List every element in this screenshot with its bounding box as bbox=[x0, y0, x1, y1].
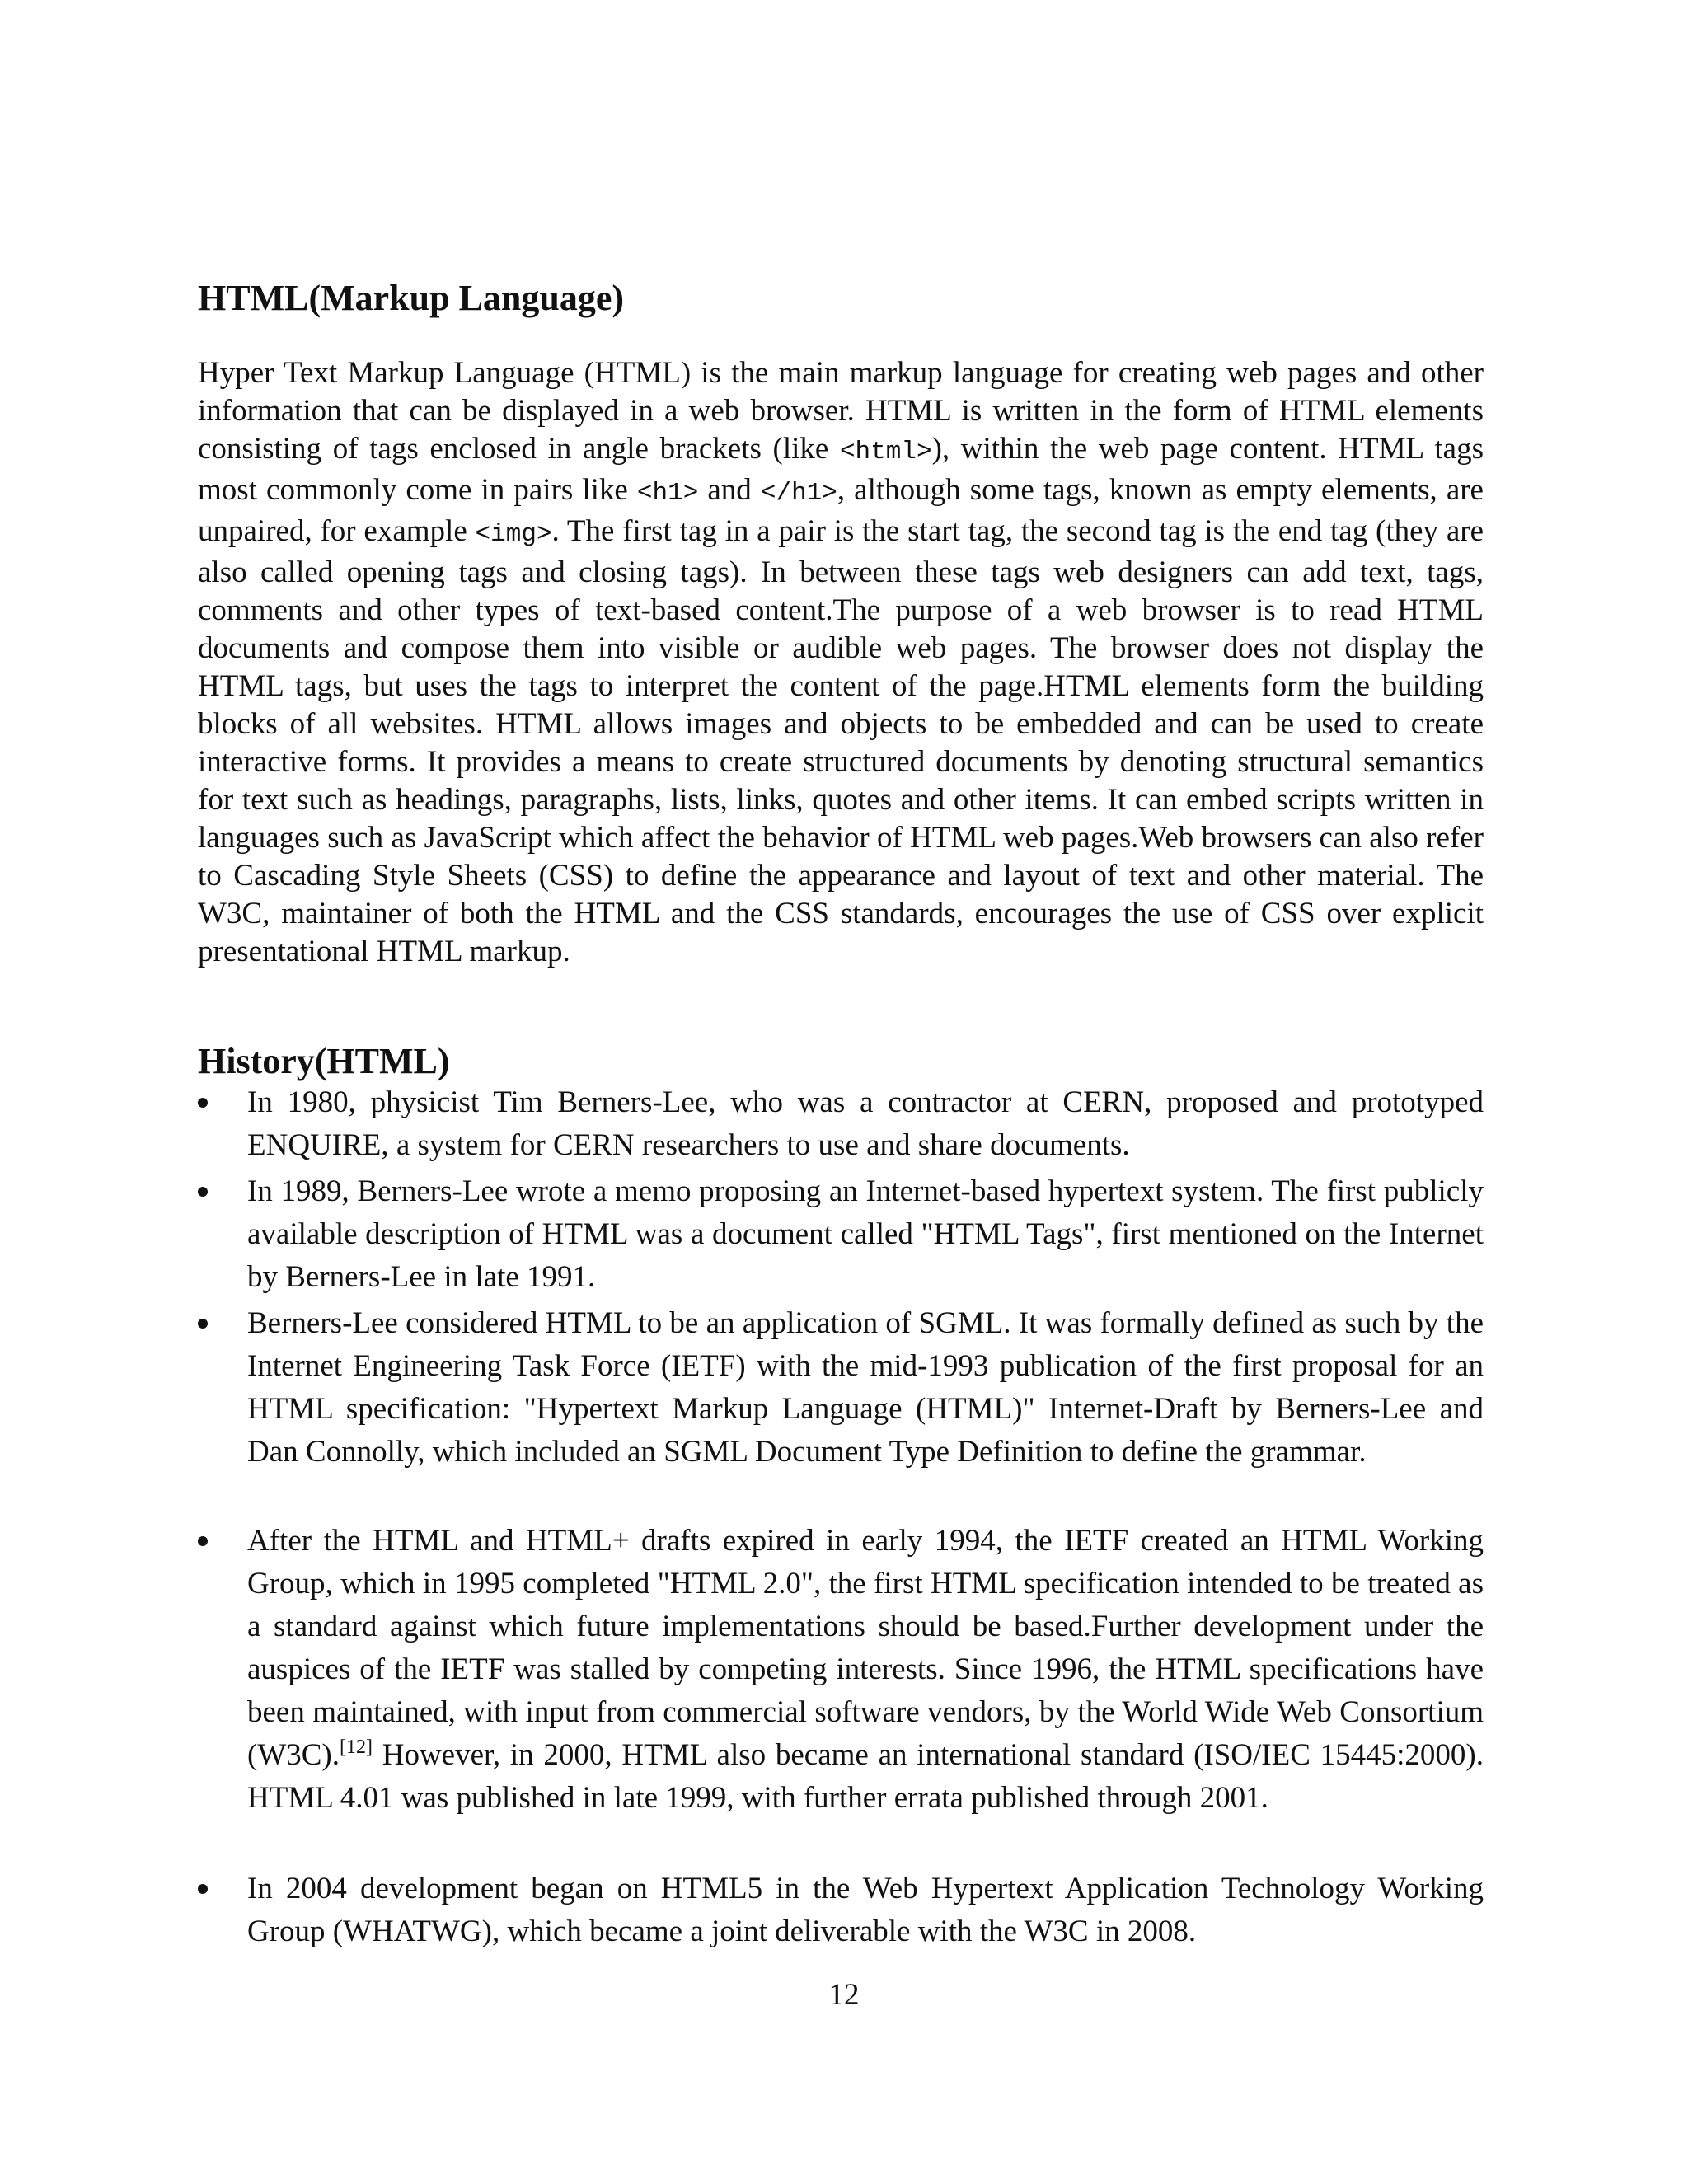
bullet-icon bbox=[195, 1081, 211, 1124]
code-html-tag: <html> bbox=[839, 438, 932, 466]
intro-text-4: , although some tags, known as empty elements, are unpaired, for example bbox=[198, 473, 1484, 548]
history-item-html2-text: After the HTML and HTML+ drafts expired in early 1994, the IETF created an HTML Working Group, which in 1995 completed "HTML 2.0", the first HTML specification intended to be treated as a standard against which future implementations should be based.Further development under the auspices of the IETF was stalled by competing interests. Since 1996, the HTML specifications have been maintained, with input from commercial software vendors, by the World Wide Web Consortium (W3C). bbox=[247, 1524, 1484, 1772]
bullet-icon bbox=[195, 1868, 211, 1910]
bullet-icon bbox=[195, 1170, 211, 1213]
bullet-icon bbox=[195, 1520, 211, 1563]
intro-text-5: . The first tag in a pair is the start tag, the second tag is the end tag (they are also called opening tags and closing tags). In between these tags web designers can add text, tags, comments and other types of text-based content.The purpose of a web browser is to read HTML documents and compose them into visible or audible web pages. The browser does not display the HTML tags, but uses the tags to interpret the content of the page.HTML elements form the building blocks of all websites. HTML allows images and objects to be embedded and can be used to create interactive forms. It provides a means to create structured documents by denoting structural semantics for text such as headings, paragraphs, lists, links, quotes and other items. It can embed scripts written in languages such as JavaScript which affect the behavior of HTML web pages.Web browsers can also refer to Cascading Style Sheets (CSS) to define the appearance and layout of text and other material. The W3C, maintainer of both the HTML and the CSS standards, encourages the use of CSS over explicit presentational HTML markup. bbox=[198, 514, 1484, 968]
history-item-html5: In 2004 development began on HTML5 in the Web Hypertext Application Technology Working Group (WHATWG), which became a joint deliverable with the W3C in 2008. bbox=[247, 1872, 1484, 1948]
citation-12: [12] bbox=[340, 1736, 373, 1758]
intro-text-2: ), within the web page content. HTML tags most commonly come in pairs like bbox=[198, 432, 1484, 507]
section-heading-history: History(HTML) bbox=[198, 1041, 450, 1081]
history-item-1989: In 1989, Berners-Lee wrote a memo proposing an Internet-based hypertext system. The first publicly available description of HTML was a document called "HTML Tags", first mentioned on the Internet by Berners-Lee in late 1991. bbox=[247, 1174, 1484, 1294]
history-item-sgml: Berners-Lee considered HTML to be an application of SGML. It was formally defined as such by the Internet Engineering Task Force (IETF) with the mid-1993 publication of the first proposal for an HTML specification: "Hypertext Markup Language (HTML)" Internet-Draft by Berners-Lee and Dan Connolly, which included an SGML Document Type Definition to define the grammar. bbox=[247, 1306, 1484, 1469]
section-heading-markup-language: HTML(Markup Language) bbox=[198, 278, 625, 318]
intro-text-3: and bbox=[698, 473, 761, 507]
code-h1-open-tag: <h1> bbox=[636, 479, 699, 508]
history-item-html2 bbox=[247, 1520, 1484, 1820]
code-img-tag: <img> bbox=[475, 520, 552, 549]
intro-paragraph bbox=[198, 354, 1484, 971]
page-number: 12 bbox=[828, 1978, 860, 2012]
history-item-html2-text-cont: However, in 2000, HTML also became an international standard (ISO/IEC 15445:2000). HTML 4.01 was published in late 1999, with further errata published through 2001. bbox=[247, 1738, 1484, 1815]
intro-text-1: Hyper Text Markup Language (HTML) is the main markup language for creating web pages and other information that can be displayed in a web browser. HTML is written in the form of HTML elements consisting of tags enclosed in angle brackets (like bbox=[198, 356, 1484, 466]
history-item-1980: In 1980, physicist Tim Berners-Lee, who was a contractor at CERN, proposed and prototyped ENQUIRE, a system for CERN researchers to use and share documents. bbox=[247, 1085, 1484, 1162]
bullet-icon bbox=[195, 1302, 211, 1345]
code-h1-close-tag: </h1> bbox=[760, 479, 837, 508]
